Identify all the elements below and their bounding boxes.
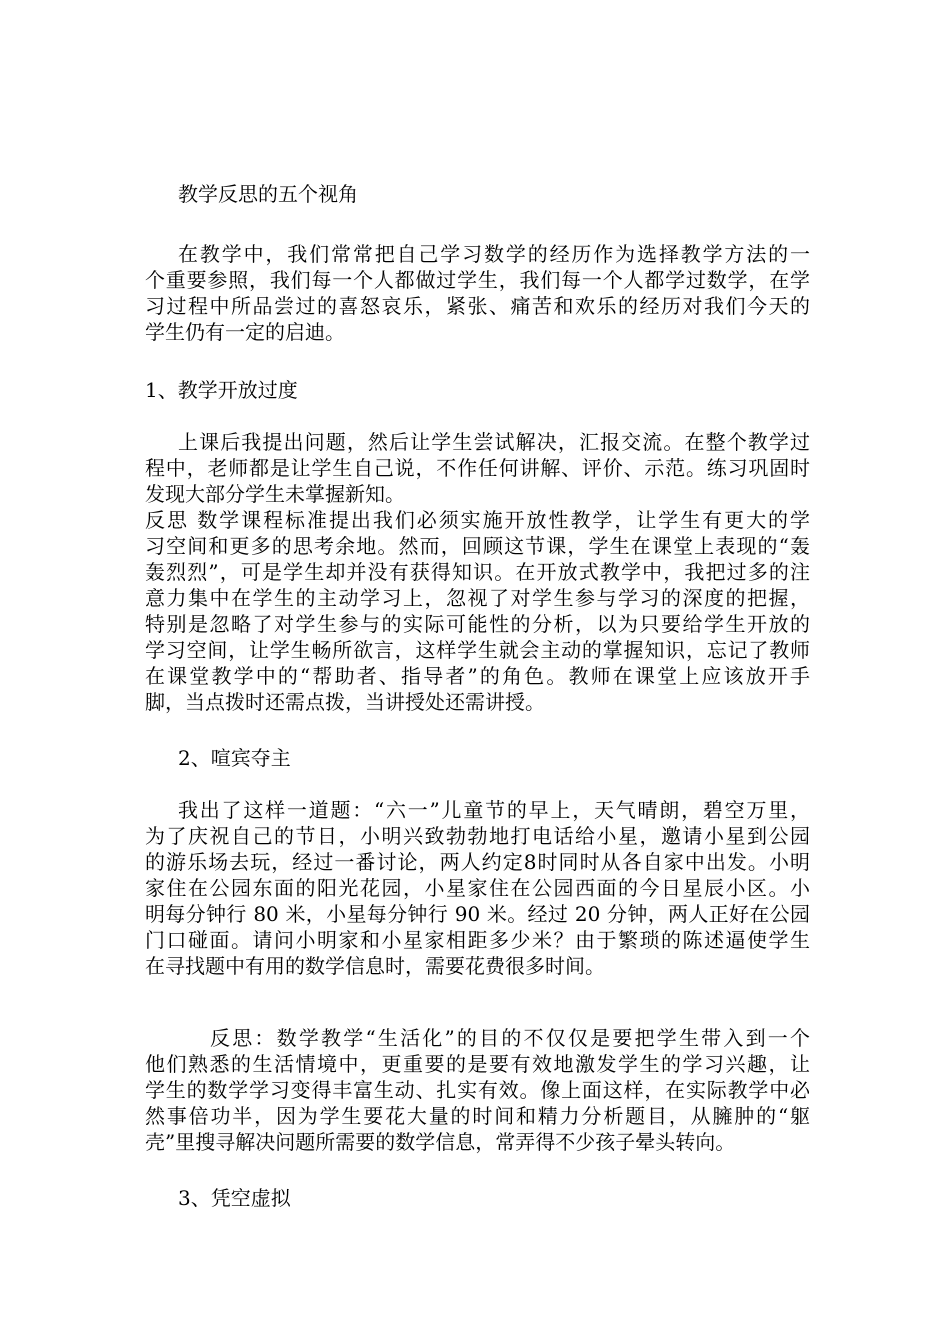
section1-reflection-line: 反思 数学课程标准提出我们必须实施开放性教学，让学生有更大的学 <box>145 508 810 532</box>
section1-case-line: 上课后我提出问题，然后让学生尝试解决，汇报交流。在整个教学过 <box>178 430 810 454</box>
intro-line: 习过程中所品尝过的喜怒哀乐，紧张、痛苦和欢乐的经历对我们今天的 <box>145 294 810 318</box>
section1-reflection-line: 特别是忽略了对学生参与的实际可能性的分析，以为只要给学生开放的 <box>145 612 810 636</box>
document-title: 教学反思的五个视角 <box>178 182 358 206</box>
section-heading: 1、教学开放过度 <box>145 378 298 402</box>
section1-case-line: 发现大部分学生未掌握新知。 <box>145 482 405 506</box>
section2-reflection-line: 他们熟悉的生活情境中，更重要的是要有效地激发学生的学习兴趣，让 <box>145 1052 810 1076</box>
section2-reflection-line: 然事倍功半，因为学生要花大量的时间和精力分析题目，从臃肿的“躯 <box>145 1104 810 1128</box>
section2-reflection-line: 反思：数学教学“生活化”的目的不仅仅是要把学生带入到一个 <box>210 1026 810 1050</box>
section1-case-line: 程中，老师都是让学生自己说，不作任何讲解、评价、示范。练习巩固时 <box>145 456 810 480</box>
section2-case-line: 明每分钟行 80 米，小星每分钟行 90 米。经过 20 分钟，两人正好在公园 <box>145 902 810 926</box>
section2-reflection-line: 壳”里搜寻解决问题所需要的数学信息，常弄得不少孩子晕头转向。 <box>145 1130 736 1154</box>
section2-case-line: 在寻找题中有用的数学信息时，需要花费很多时间。 <box>145 954 605 978</box>
section1-reflection-line: 学习空间，让学生畅所欲言，这样学生就会主动的掌握知识，忘记了教师 <box>145 638 810 662</box>
section1-reflection-line: 轰烈烈”，可是学生却并没有获得知识。在开放式教学中，我把过多的注 <box>145 560 810 584</box>
section-heading: 2、喧宾夺主 <box>178 746 291 770</box>
section-heading: 3、凭空虚拟 <box>178 1186 291 1210</box>
section1-reflection-line: 习空间和更多的思考余地。然而，回顾这节课，学生在课堂上表现的“轰 <box>145 534 810 558</box>
section1-reflection-line: 脚，当点拨时还需点拨，当讲授处还需讲授。 <box>145 690 545 714</box>
section2-case-line: 的游乐场去玩，经过一番讨论，两人约定8时同时从各自家中出发。小明 <box>145 850 810 874</box>
intro-line: 个重要参照，我们每一个人都做过学生，我们每一个人都学过数学，在学 <box>145 268 810 292</box>
section2-reflection-line: 学生的数学学习变得丰富生动、扎实有效。像上面这样，在实际教学中必 <box>145 1078 810 1102</box>
section1-reflection-line: 在课堂教学中的“帮助者、指导者”的角色。教师在课堂上应该放开手 <box>145 664 810 688</box>
section1-reflection-line: 意力集中在学生的主动学习上，忽视了对学生参与学习的深度的把握， <box>145 586 810 610</box>
intro-line: 学生仍有一定的启迪。 <box>145 320 345 344</box>
intro-line: 在教学中，我们常常把自己学习数学的经历作为选择教学方法的一 <box>178 242 810 266</box>
section2-case-line: 为了庆祝自己的节日，小明兴致勃勃地打电话给小星，邀请小星到公园 <box>145 824 810 848</box>
section2-case-line: 我出了这样一道题：“六一”儿童节的早上，天气晴朗，碧空万里， <box>178 798 810 822</box>
section2-case-line: 家住在公园东面的阳光花园，小星家住在公园西面的今日星辰小区。小 <box>145 876 810 900</box>
section2-case-line: 门口碰面。请问小明家和小星家相距多少米？由于繁琐的陈述逼使学生 <box>145 928 810 952</box>
